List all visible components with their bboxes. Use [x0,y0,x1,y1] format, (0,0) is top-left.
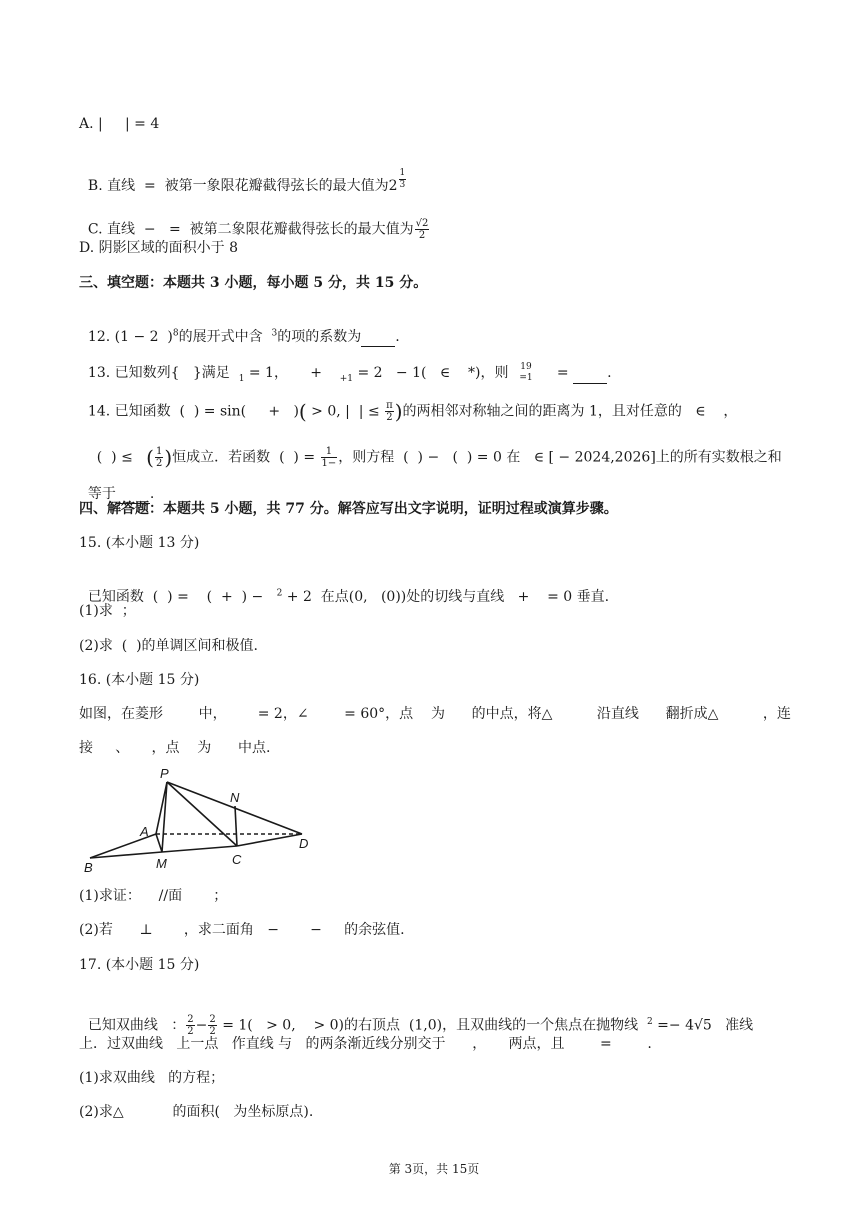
q14-line2-mid: 恒成立．若函数 ( ) = [172,449,320,466]
q12-post: 的项的系数为 [277,329,362,345]
pyramid-figure [80,764,320,876]
q12-exponent: 8 [172,328,179,339]
q14-line1-pre: 14. 已知函数 ( ) = sin( + ) [87,403,299,420]
q17-frac-y: $\frac{2}{2}$ [209,1014,216,1037]
q17-frac-x: $\frac{2}{2}$ [187,1014,194,1037]
q17-minus: − [195,1017,208,1034]
label-n: N [230,790,240,805]
section-fill-in-heading: 三、填空题：本题共 3 小题，每小题 5 分，共 15 分。 [79,275,428,291]
q17-stem-line1 [79,994,753,1037]
option-c [79,198,430,241]
q13-mid2: = 2 − 1( ∈ *)，则 [353,365,518,381]
figure-edges [90,782,302,858]
q14-line3: 等于 [87,486,116,502]
q15-stem-pre: 已知函数 ( ) = ( + ) − [87,589,277,605]
option-b [79,156,407,196]
label-d: D [299,836,309,851]
option-c-fraction: $\frac{√2}{2}$ [415,218,429,241]
q15-stem [79,567,609,607]
label-c: C [232,852,242,867]
q16-stem-line2: 接 、 ，点 为 中点. [79,740,271,756]
q15-part1: (1)求 ； [79,603,136,619]
page-footer: 第 3页，共 15页 [388,1162,480,1176]
q17-stem-line2: 上．过双曲线 上一点 作直线 与 的两条渐近线分别交于 ， 两点，且 = . [79,1036,652,1052]
q14-line1-cond: > 0, | | ≤ [306,403,385,420]
q13-sub2: +1 [339,373,354,384]
q14-line1-post: 的两相邻对称轴之间的距离为 1，且对任意的 ∈ ， [402,403,738,420]
q13-post: = [534,365,574,381]
option-a: A. | | = 4 [79,116,160,132]
q15-stem-post: + 2 在点(0, (0))处的切线与直线 + = 0 垂直. [282,589,610,605]
q17-stem1-exp: 2 [646,1016,653,1027]
label-p: P [160,766,169,781]
q12-exponent2: 3 [271,328,278,339]
q14-g-fraction: $\frac{1}{1-}$ [321,446,337,469]
q17-stem1-end: =− 4√5 准线 [652,1017,754,1034]
q13-sum-limits: 19 =1 [519,362,533,383]
question-14-line1: 14. 已知函数 ( ) = sin( + )( > 0, | | ≤ $\frac{\pi}{2}$ )的两相邻对称轴之间的距离为 1，且对任意的 ∈ ， [87,399,738,424]
edge-p-c [167,782,237,846]
q17-part1: (1)求双曲线 的方程； [79,1070,225,1086]
question-12: 12. (1 − 2 )$^8$的展开式中含 $^3$的项的系数为 . [87,328,400,345]
question-14-line2: ( ) ≤ ( $\frac{1}{2}$ )恒成立．若函数 ( ) = $\frac{1}{1-}$ ，则方程 ( ) − ( ) = 0 在 ∈ [ − 2024,2026]上的所有实数根之和 [87,445,782,470]
q12-mid: 的展开式中含 [178,329,272,345]
q14-line2-post: ，则方程 ( ) − ( ) = 0 在 ∈ [ − 2024,2026]上的所有实数根之和 [338,449,782,466]
question-13: 13. 已知数列{ }满足 $_1$ = 1， + $_{+1}$ = 2 − 1( ∈ *)，则 19 =1 = . [87,362,612,384]
question-14-line3: 等于 . [87,486,155,502]
label-b: B [84,860,93,875]
q13-mid: = 1， + [244,365,340,381]
option-d: D. 阴影区域的面积小于 8 [79,240,238,256]
edge-m-c [162,846,237,852]
q17-stem1-post: = 1( > 0, > 0)的右顶点 (1,0)，且双曲线的一个焦点在抛物线 [217,1017,647,1034]
q15-title: 15. (本小题 13 分) [79,535,200,551]
option-b-exponent: $\frac{1}{3}$ [399,168,406,190]
label-a: A [140,824,149,839]
q12-pre: 12. (1 − 2 ) [87,329,173,345]
label-m: M [156,856,167,871]
q16-title: 16. (本小题 15 分) [79,672,200,688]
q14-half-fraction: $\frac{1}{2}$ [155,446,163,469]
q17-part2: (2)求△ 的面积( 为坐标原点). [79,1104,314,1120]
q13-pre: 13. 已知数列{ }满足 [87,365,239,381]
edge-b-m [90,852,162,858]
q15-part2: (2)求 ( )的单调区间和极值. [79,638,259,654]
q14-pi-fraction: $\frac{\pi}{2}$ [386,400,393,423]
edge-c-d [237,834,302,846]
edge-n-c [235,806,237,846]
q16-part2: (2)若 ⊥ ，求二面角 − − 的余弦值. [79,922,405,938]
q13-sub1: 1 [238,373,245,384]
q14-line2-pre: ( ) ≤ [87,449,147,466]
q16-stem-line1: 如图，在菱形 中， = 2，∠ = 60°，点 为 的中点，将△ 沿直线 翻折成△ ，连 [79,706,791,722]
option-c-text: C. 直线 − = 被第二象限花瓣截得弦长的最大值为 [87,221,414,238]
q16-part1: (1)求证： //面 ； [79,888,228,904]
q17-title: 17. (本小题 15 分) [79,957,200,973]
q15-stem-exp: 2 [276,588,283,599]
option-b-text: B. 直线 = 被第一象限花瓣截得弦长的最大值为2 [87,178,398,194]
q17-stem1-pre: 已知双曲线 ： [87,1017,186,1034]
edge-a-m [156,834,162,852]
section-solution-heading: 四、解答题：本题共 5 小题，共 77 分。解答应写出文字说明，证明过程或演算步骤。 [79,501,618,517]
